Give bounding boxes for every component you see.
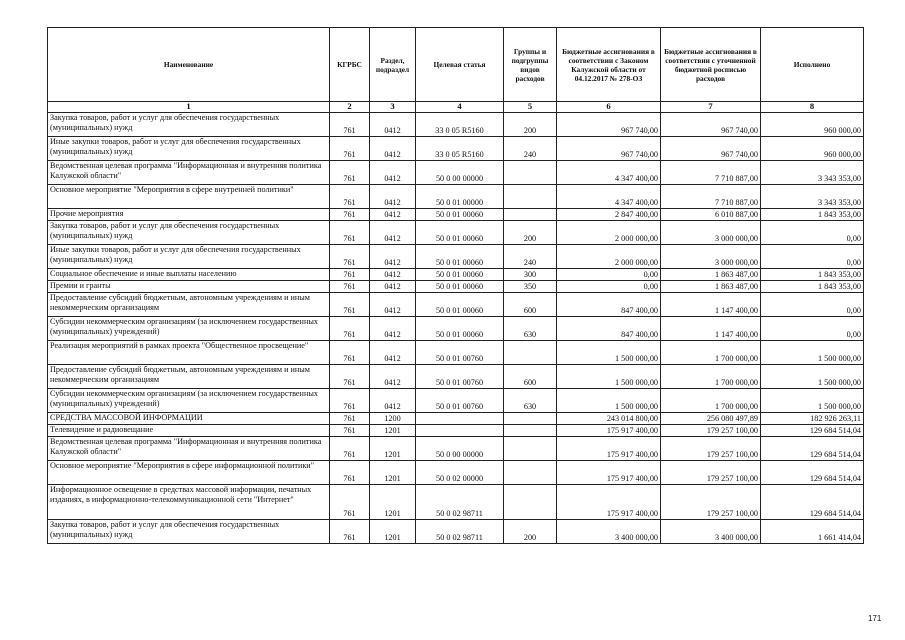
row-name: Предоставление субсидий бюджетным, автономным учреждениям и иным некоммерческим организациям (48, 365, 330, 389)
row-section: 0412 (370, 245, 416, 269)
row-name: Иные закупки товаров, работ и услуг для обеспечения государственных (муниципальных) нужд (48, 245, 330, 269)
row-executed-amount: 0,00 (761, 317, 864, 341)
row-section: 1200 (370, 413, 416, 425)
row-name: Ведомственная целевая программа "Информационная и внутренняя политика Калужской области" (48, 437, 330, 461)
row-kgrbs: 761 (330, 221, 370, 245)
row-law-amount: 847 400,00 (557, 293, 661, 317)
table-row (48, 281, 864, 293)
row-target: 50 0 01 00060 (416, 245, 504, 269)
row-section: 1201 (370, 485, 416, 520)
table-row (48, 389, 864, 413)
row-kgrbs: 761 (330, 365, 370, 389)
row-refined-amount: 1 863 487,00 (661, 269, 761, 281)
row-executed-amount: 129 684 514,04 (761, 485, 864, 520)
row-executed-amount: 1 843 353,00 (761, 209, 864, 221)
row-section: 0412 (370, 269, 416, 281)
row-kgrbs: 761 (330, 341, 370, 365)
row-section: 0412 (370, 317, 416, 341)
row-target: 50 0 01 00760 (416, 389, 504, 413)
row-group (504, 161, 557, 185)
col-header-refined: Бюджетные ассигнования в соответствии с уточненной бюджетной росписью расходов (661, 28, 761, 102)
row-law-amount: 0,00 (557, 269, 661, 281)
column-number: 1 (48, 102, 330, 113)
row-kgrbs: 761 (330, 209, 370, 221)
row-kgrbs: 761 (330, 269, 370, 281)
column-number: 7 (661, 102, 761, 113)
row-group (504, 185, 557, 209)
row-kgrbs: 761 (330, 389, 370, 413)
row-name: Основное мероприятие "Мероприятия в сфере информационной политики" (48, 461, 330, 485)
row-target: 50 0 02 00000 (416, 461, 504, 485)
row-name: Иные закупки товаров, работ и услуг для обеспечения государственных (муниципальных) нужд (48, 137, 330, 161)
row-kgrbs: 761 (330, 161, 370, 185)
table-row (48, 437, 864, 461)
row-section: 0412 (370, 221, 416, 245)
row-kgrbs: 761 (330, 281, 370, 293)
row-refined-amount: 3 000 000,00 (661, 245, 761, 269)
row-kgrbs: 761 (330, 293, 370, 317)
budget-table (47, 27, 864, 544)
row-law-amount: 243 014 800,00 (557, 413, 661, 425)
column-number-row (48, 102, 864, 113)
row-law-amount: 847 400,00 (557, 317, 661, 341)
row-group (504, 425, 557, 437)
row-executed-amount: 960 000,00 (761, 113, 864, 137)
row-section: 1201 (370, 437, 416, 461)
row-group: 350 (504, 281, 557, 293)
row-kgrbs: 761 (330, 413, 370, 425)
row-group: 240 (504, 137, 557, 161)
row-name: Предоставление субсидий бюджетным, автономным учреждениям и иным некоммерческим организациям (48, 293, 330, 317)
row-law-amount: 175 917 400,00 (557, 437, 661, 461)
table-row (48, 485, 864, 520)
row-executed-amount: 3 343 353,00 (761, 185, 864, 209)
row-group: 630 (504, 389, 557, 413)
table-row (48, 317, 864, 341)
row-law-amount: 175 917 400,00 (557, 461, 661, 485)
row-group: 240 (504, 245, 557, 269)
col-header-name: Наименование (48, 28, 330, 102)
column-number: 5 (504, 102, 557, 113)
table-row (48, 520, 864, 544)
row-target: 50 0 01 00060 (416, 269, 504, 281)
row-kgrbs: 761 (330, 317, 370, 341)
table-row (48, 425, 864, 437)
row-section: 0412 (370, 113, 416, 137)
row-executed-amount: 1 500 000,00 (761, 365, 864, 389)
row-target: 50 0 02 98711 (416, 485, 504, 520)
row-kgrbs: 761 (330, 461, 370, 485)
row-group: 600 (504, 365, 557, 389)
row-name: Прочие мероприятия (48, 209, 330, 221)
row-target: 50 0 00 00000 (416, 437, 504, 461)
row-group (504, 209, 557, 221)
row-target: 50 0 01 00000 (416, 185, 504, 209)
col-header-executed: Исполнено (761, 28, 864, 102)
row-refined-amount: 1 700 000,00 (661, 341, 761, 365)
row-law-amount: 1 500 000,00 (557, 389, 661, 413)
row-law-amount: 0,00 (557, 281, 661, 293)
row-name: Ведомственная целевая программа "Информационная и внутренняя политика Калужской области" (48, 161, 330, 185)
row-executed-amount: 182 926 263,11 (761, 413, 864, 425)
row-group: 600 (504, 293, 557, 317)
table-row (48, 161, 864, 185)
row-law-amount: 967 740,00 (557, 113, 661, 137)
column-number: 3 (370, 102, 416, 113)
row-law-amount: 4 347 400,00 (557, 185, 661, 209)
row-executed-amount: 960 000,00 (761, 137, 864, 161)
row-refined-amount: 3 000 000,00 (661, 221, 761, 245)
row-section: 1201 (370, 520, 416, 544)
row-kgrbs: 761 (330, 425, 370, 437)
row-name: СРЕДСТВА МАССОВОЙ ИНФОРМАЦИИ (48, 413, 330, 425)
row-refined-amount: 179 257 100,00 (661, 425, 761, 437)
row-target: 33 0 05 R5160 (416, 113, 504, 137)
table-row (48, 245, 864, 269)
row-executed-amount: 0,00 (761, 293, 864, 317)
row-kgrbs: 761 (330, 485, 370, 520)
row-refined-amount: 256 080 497,89 (661, 413, 761, 425)
row-law-amount: 967 740,00 (557, 137, 661, 161)
table-row (48, 209, 864, 221)
row-law-amount: 1 500 000,00 (557, 341, 661, 365)
row-group: 200 (504, 113, 557, 137)
row-group (504, 413, 557, 425)
row-refined-amount: 6 010 887,00 (661, 209, 761, 221)
col-header-kgrbs: КГРБС (330, 28, 370, 102)
row-name: Закупка товаров, работ и услуг для обеспечения государственных (муниципальных) нужд (48, 113, 330, 137)
table-row (48, 461, 864, 485)
row-section: 0412 (370, 281, 416, 293)
row-executed-amount: 1 661 414,04 (761, 520, 864, 544)
row-kgrbs: 761 (330, 185, 370, 209)
row-group (504, 485, 557, 520)
row-name: Закупка товаров, работ и услуг для обеспечения государственных (муниципальных) нужд (48, 221, 330, 245)
col-header-groups: Группы и подгруппы видов расходов (504, 28, 557, 102)
row-refined-amount: 179 257 100,00 (661, 437, 761, 461)
row-refined-amount: 1 700 000,00 (661, 365, 761, 389)
row-group: 630 (504, 317, 557, 341)
row-target: 50 0 01 00760 (416, 341, 504, 365)
row-executed-amount: 3 343 353,00 (761, 161, 864, 185)
row-target: 50 0 01 00060 (416, 317, 504, 341)
row-target: 50 0 02 98711 (416, 520, 504, 544)
row-group: 200 (504, 520, 557, 544)
row-target: 50 0 00 00000 (416, 161, 504, 185)
row-target: 50 0 01 00060 (416, 221, 504, 245)
row-refined-amount: 179 257 100,00 (661, 485, 761, 520)
row-name: Субсидии некоммерческим организациям (за исключением государственных (муниципальных) учреждений) (48, 317, 330, 341)
row-section: 0412 (370, 161, 416, 185)
row-section: 0412 (370, 365, 416, 389)
row-name: Субсидии некоммерческим организациям (за исключением государственных (муниципальных) учреждений) (48, 389, 330, 413)
row-section: 0412 (370, 185, 416, 209)
row-section: 0412 (370, 209, 416, 221)
col-header-section: Раздел, подраздел (370, 28, 416, 102)
row-name: Закупка товаров, работ и услуг для обеспечения государственных (муниципальных) нужд (48, 520, 330, 544)
row-executed-amount: 1 500 000,00 (761, 389, 864, 413)
table-row (48, 185, 864, 209)
page-number: 171 (868, 614, 882, 623)
row-law-amount: 2 000 000,00 (557, 245, 661, 269)
row-refined-amount: 1 700 000,00 (661, 389, 761, 413)
row-section: 0412 (370, 341, 416, 365)
row-refined-amount: 1 147 400,00 (661, 317, 761, 341)
row-law-amount: 4 347 400,00 (557, 161, 661, 185)
table-row (48, 413, 864, 425)
row-refined-amount: 967 740,00 (661, 137, 761, 161)
table-row (48, 341, 864, 365)
row-kgrbs: 761 (330, 113, 370, 137)
row-target: 50 0 01 00760 (416, 365, 504, 389)
row-refined-amount: 179 257 100,00 (661, 461, 761, 485)
row-target (416, 425, 504, 437)
table-row (48, 365, 864, 389)
row-kgrbs: 761 (330, 520, 370, 544)
table-row (48, 269, 864, 281)
table-body (48, 113, 864, 544)
row-refined-amount: 7 710 887,00 (661, 161, 761, 185)
row-refined-amount: 1 147 400,00 (661, 293, 761, 317)
row-group (504, 341, 557, 365)
row-kgrbs: 761 (330, 137, 370, 161)
row-law-amount: 3 400 000,00 (557, 520, 661, 544)
row-refined-amount: 1 863 487,00 (661, 281, 761, 293)
header-row (48, 28, 864, 102)
column-number: 4 (416, 102, 504, 113)
row-law-amount: 175 917 400,00 (557, 485, 661, 520)
row-name: Информационное освещение в средствах массовой информации, печатных изданиях, в информационно-телекоммуникационной сети "Интернет" (48, 485, 330, 520)
row-target: 50 0 01 00060 (416, 281, 504, 293)
col-header-target: Целевая статья (416, 28, 504, 102)
row-executed-amount: 0,00 (761, 245, 864, 269)
table-row (48, 221, 864, 245)
row-target: 33 0 05 R5160 (416, 137, 504, 161)
row-refined-amount: 3 400 000,00 (661, 520, 761, 544)
row-executed-amount: 0,00 (761, 221, 864, 245)
row-name: Социальное обеспечение и иные выплаты населению (48, 269, 330, 281)
column-number: 2 (330, 102, 370, 113)
row-group: 200 (504, 221, 557, 245)
row-group: 300 (504, 269, 557, 281)
row-executed-amount: 1 843 353,00 (761, 281, 864, 293)
row-section: 0412 (370, 137, 416, 161)
row-name: Основное мероприятие "Мероприятия в сфере внутренней политики" (48, 185, 330, 209)
row-name: Телевидение и радиовещание (48, 425, 330, 437)
table-row (48, 113, 864, 137)
row-target: 50 0 01 00060 (416, 293, 504, 317)
row-group (504, 437, 557, 461)
row-executed-amount: 129 684 514,04 (761, 425, 864, 437)
row-name: Премии и гранты (48, 281, 330, 293)
row-target (416, 413, 504, 425)
row-executed-amount: 1 500 000,00 (761, 341, 864, 365)
row-section: 0412 (370, 389, 416, 413)
column-number: 6 (557, 102, 661, 113)
row-section: 1201 (370, 461, 416, 485)
row-section: 0412 (370, 293, 416, 317)
table-row (48, 293, 864, 317)
row-name: Реализация мероприятий в рамках проекта "Общественное просвещение" (48, 341, 330, 365)
row-law-amount: 175 917 400,00 (557, 425, 661, 437)
row-executed-amount: 129 684 514,04 (761, 437, 864, 461)
row-law-amount: 1 500 000,00 (557, 365, 661, 389)
row-kgrbs: 761 (330, 245, 370, 269)
row-executed-amount: 1 843 353,00 (761, 269, 864, 281)
row-refined-amount: 967 740,00 (661, 113, 761, 137)
row-law-amount: 2 847 400,00 (557, 209, 661, 221)
column-number: 8 (761, 102, 864, 113)
row-executed-amount: 129 684 514,04 (761, 461, 864, 485)
row-law-amount: 2 000 000,00 (557, 221, 661, 245)
row-kgrbs: 761 (330, 437, 370, 461)
row-target: 50 0 01 00060 (416, 209, 504, 221)
row-section: 1201 (370, 425, 416, 437)
row-refined-amount: 7 710 887,00 (661, 185, 761, 209)
table-row (48, 137, 864, 161)
col-header-law: Бюджетные ассигнования в соответствии с Законом Калужской области от 04.12.2017 № 278-ОЗ (557, 28, 661, 102)
row-group (504, 461, 557, 485)
